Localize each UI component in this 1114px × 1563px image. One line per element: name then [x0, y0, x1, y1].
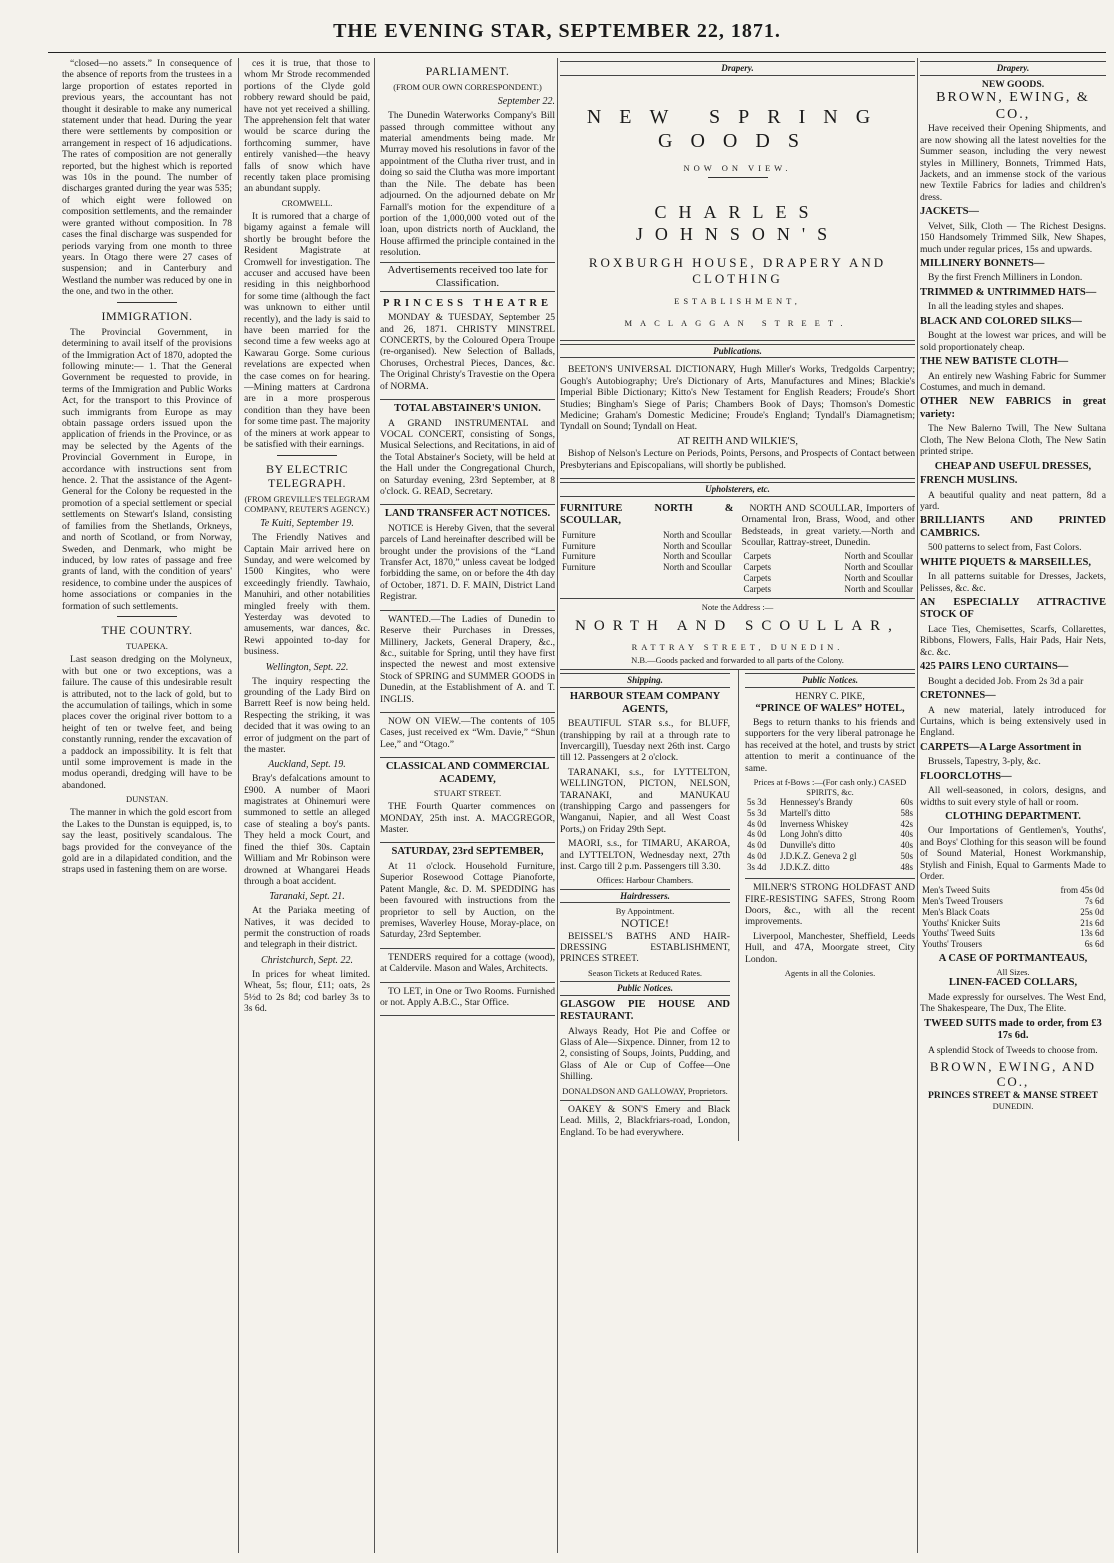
table-row [920, 939, 1106, 950]
table-row [745, 797, 915, 808]
ad-line: PRINCES STREET & MANSE STREET [928, 1089, 1098, 1101]
subheading: CROMWELL. [281, 197, 333, 208]
table-cell: Youths' Tweed Suits [922, 928, 995, 939]
dateline: Christchurch, Sept. 22. [260, 954, 354, 966]
table-cell: Carpets [743, 551, 771, 562]
table-row [920, 885, 1106, 896]
ad-text: In all patterns suitable for Dresses, Jackets, Pelisses, &c. &c. [920, 571, 1106, 594]
column-divider [557, 58, 558, 1553]
paragraph: Last season dredging on the Molyneux, with but one or two exceptions, was a failure. The cause of this undesirable result is attributed, not to the lack of gold, but to the accumulation of tailings, which in some places cover the original river bottom to a height of ten or twelve feet, and being constantly running, render the excavation of a paddock an impossibility. It is felt that until some improvement is made in the modus operandi, dredging will have to be abandoned. [62, 654, 232, 791]
advertisement [380, 611, 555, 713]
table-cell: Carpets [743, 562, 771, 573]
table-cell: 4s 0d [747, 840, 767, 851]
ad-line: Prices at f-Bows :—(For cash only.) CASED SPIRITS, &c. [753, 777, 907, 798]
ad-line: Offices: Harbour Chambers. [596, 875, 694, 886]
section-label: Hairdressers. [560, 889, 730, 904]
table-row [742, 562, 916, 573]
paragraph: The Dunedin Waterworks Company's Bill passed through committee without any material amendments being made. Mr Murray moved his resolutions in favor of the appointment of the Clutha river trust, and in doing so said the Clutha was more important than the Nile. The debate has been adjourned. On the adjourned debate on Mr Farnall's motion for the expenditure of a portion of the 1,000,000 voted out of the loan, upon districts north of Auckland, the House affirmed the principle contained in the resolution. [380, 110, 555, 259]
subheading: (FROM OUR OWN CORRESPONDENT.) [393, 82, 542, 93]
table-cell: 42s [900, 818, 913, 829]
ad-text: Bought at the lowest war prices, and will be sold proportionately cheap. [920, 330, 1106, 353]
ad-title: HARBOUR STEAM COMPANY AGENTS, [569, 691, 721, 715]
ad-title: FLOORCLOTHS— [920, 770, 1012, 782]
table-cell: 48s [900, 861, 913, 872]
ad-line: Note the Address :— [701, 602, 774, 613]
subheading: (FROM GREVILLE'S TELEGRAM COMPANY, REUTER'S AGENCY.) [244, 494, 370, 515]
dateline: Te Kuiti, September 19. [260, 518, 354, 530]
ad-title: CARPETS—A Large Assortment in [920, 741, 1082, 753]
table-cell: Hennessey's Brandy [779, 797, 853, 808]
table-row [920, 918, 1106, 929]
ad-title: “PRINCE OF WALES” HOTEL, [755, 702, 905, 714]
ad-text: Brussels, Tapestry, 3-ply, &c. [928, 756, 1041, 768]
table-row [920, 928, 1106, 939]
paragraph: It is rumored that a charge of bigamy against a female will shortly be brought before the Resident Magistrate at Cromwell for investigation. The accuser and accused have been residing in this neighborhood for some time (although the fact was unknown to either until recently), and the lady is said to have been married for the second time a few weeks ago at Kawarau Gorge. Some curious revelations are expected when the case comes on for hearing.—Mining matters at Cardrona are in a more prosperous condition than they have been for some time past. The majority of the miners at work appear to be satisfied with their earnings. [244, 210, 370, 451]
ad-line: All Sizes. [996, 967, 1030, 978]
ad-title: GLASGOW PIE HOUSE AND RESTAURANT. [560, 998, 730, 1023]
late-ads-heading: Advertisements received too late for Classification. [380, 262, 555, 292]
table-cell: Youths' Knicker Suits [922, 917, 1001, 928]
divider [708, 177, 768, 178]
ad-headline: NOTICE! [621, 916, 669, 931]
paragraph: The Friendly Natives and Captain Mair arrived here on Sunday, and were welcomed by 1500 Kingites, who were exceedingly friendly. Tawhaio, Manuhiri, and other notabilities mingled freely with them. Yesterday was devoted to amusements, war dances, &c. Rewi appointed to-day for business. [244, 532, 370, 658]
section-label: Upholsterers, etc. [560, 482, 915, 497]
ad-title: LINEN-FACED COLLARS, [948, 977, 1078, 989]
table-cell: Furniture [562, 551, 596, 562]
table-row [742, 584, 916, 595]
ad-text: NOW ON VIEW.—The contents of 105 Cases, just received ex “Wm. Davie,” “Shun Lee,” and “Otago.” [380, 715, 555, 750]
ad-line: RATTRAY STREET, DUNEDIN. [631, 642, 844, 653]
carpet-table [742, 551, 916, 594]
table-cell: 21s 6d [1080, 917, 1104, 928]
ad-headline: ROXBURGH HOUSE, DRAPERY AND CLOTHING [588, 255, 887, 286]
column-divider [238, 58, 239, 1553]
paragraph: The manner in which the gold escort from the Lakes to the Dunstan is equipped, is, to say the least, positively scandalous. The bags provided for the conveyance of the gold are in a dilapidated condition, and the straps used in fastening them on are worse. [62, 807, 232, 876]
dateline: Taranaki, Sept. 21. [269, 891, 345, 903]
section-heading: BY ELECTRIC TELEGRAPH. [265, 461, 349, 490]
ad-title: LAND TRANSFER ACT NOTICES. [384, 508, 551, 520]
table-cell: North and Scoullar [844, 572, 913, 583]
ad-headline: BROWN, EWING, AND CO., [929, 1058, 1097, 1090]
paragraph: The Provincial Government, in determining to avail itself of the provisions of the Immigration Act of 1870, adopted the following minute:— 1. That the General Government be requested to provide, in terms of the Immigration and Public Works Act, for the transport to this Province of such immigrants from Europe as may obtain passage orders issued upon the application of friends in the Province, or as may be selected by the Agents of the Provincial Government in Europe, in accordance with instructions sent from hence. 2. That the assistance of the Agent-General for the Colony be requested in the promotion of a special settlement or special settlements on Stewart's Island, consisting of families from the Shetlands, Orkneys, and north of Scotland, or from Norway, Sweden, and Denmark, who might be induced, by low rates of passage and free grants of land, with the condition of years' residence, to combine under the auspices of home associations or companies in the formation of such settlements. [62, 326, 232, 612]
advertisement [380, 295, 555, 400]
ad-title: BLACK AND COLORED SILKS— [920, 315, 1082, 327]
lower-ads [560, 670, 915, 1141]
ad-text: NOTICE is Hereby Given, that the several parcels of Land hereinafter described will be brought under the provisions of the “Land Transfer Act, 1870,” unless caveat be lodged forbidding the same, on or before the 4th day of October, 1871. D. F. MAIN, District Land Registrar. [380, 522, 555, 603]
ad-subtitle: STUART STREET. [433, 788, 502, 799]
ad-line: DUNEDIN. [992, 1101, 1034, 1112]
paragraph: At the Pariaka meeting of Natives, it was decided to permit the construction of roads and telegraph in their district. [244, 905, 370, 951]
ad-line: MACLAGGAN STREET. [624, 318, 851, 329]
ad-line: DONALDSON AND GALLOWAY, Proprietors. [562, 1085, 728, 1096]
ad-text: By the first French Milliners in London. [928, 272, 1083, 284]
advertisement [560, 598, 915, 670]
paragraph: “closed—no assets.” In consequence of the absence of reports from the trustees in a large proportion of estates reported in previous years, the accountant has not thought it desirable to make any numerical statement under that head. During the year there were settlements by composition or arrangement in respect of 16 adjudications. The rates of composition are not generally reported, but the highest which is reported was 10s in the pound. The number of discharges granted during the year was 535; of which eight were followed on composition settlements, and the remainder were granted without composition. In 78 cases the final discharge was suspended for periods varying from one month to three years. In Otago there were 27 cases of suspension; and in Canterbury and Westland the number was reduced by one in the one, and two in the other. [62, 58, 232, 298]
table-row [745, 862, 915, 873]
ad-text: Liverpool, Manchester, Sheffield, Leeds Hull, and 47A, Moorgate street, City London. [745, 930, 915, 965]
table-cell: North and Scoullar [663, 561, 732, 572]
table-cell: North and Scoullar [663, 529, 732, 540]
section-label: Public Notices. [560, 981, 730, 996]
lower-left [560, 670, 730, 1141]
ad-title: BRILLIANTS AND PRINTED CAMBRICS. [920, 515, 1106, 539]
ad-headline: CHARLES JOHNSON'S [635, 202, 840, 244]
ad-text: MONDAY & TUESDAY, September 25 and 26, 1871. CHRISTY MINSTREL CONCERTS, by the Coloured Opera Troupe (re-organised). New Selection of Ballads, Choruses, Orchestral Pieces, Dances, &c. The Original Christy's Travestie on the Opera of NORMA. [380, 312, 555, 392]
column-divider [374, 58, 375, 1553]
ad-text: Made expressly for ourselves. The West End, The Shakespeare, The Dux, The Elite. [920, 991, 1106, 1015]
ad-text: WANTED.—The Ladies of Dunedin to Reserve their Purchases in Dresses, Millinery, Jackets, General Drapery, &c., &c., suitable for Spring, until they have first inspected the newest and most extensive Stock of SPRING and SUMMER GOODS in Dunedin, at the Establishment of A. and T. INGLIS. [380, 613, 555, 705]
ad-title: 425 PAIRS LENO CURTAINS— [920, 661, 1069, 673]
ad-title: TRIMMED & UNTRIMMED HATS— [920, 286, 1097, 298]
table-cell: 6s 6d [1084, 938, 1104, 949]
table-cell: 58s [900, 808, 913, 818]
table-cell: Dunville's ditto [779, 840, 836, 851]
table-cell: Long John's ditto [779, 829, 842, 840]
ad-text: The New Balerno Twill, The New Sultana Cloth, The New Belona Cloth, The New Satin printed stripe. [920, 423, 1106, 458]
ad-text: Lace Ties, Chemisettes, Scarfs, Collarettes, Ribbons, Flowers, Falls, Hair Pads, Hair Nets, &c. &c. [920, 623, 1106, 658]
paragraph: In prices for wheat limited. Wheat, 5s; flour, £11; oats, 2s 5½d to 2s 8d; cod barley 3s to 3s 6d. [244, 968, 370, 1014]
table-row [920, 907, 1106, 918]
table-row [745, 819, 915, 830]
paragraph: Bray's defalcations amount to £900. A number of Maori magistrates at Ohinemuri were summoned to settle an alleged case of stealing a boy's pants. They held a mock Court, and fined the thief 30s. Captain William and Mr Robinson were drowned at Whangarei Heads through a boat accident. [244, 773, 370, 887]
paragraph: The inquiry respecting the grounding of the Lady Bird on Barrett Reef is now being held. Respecting the striking, it was decided that it was owing to an error of judgment on the part of the master. [244, 675, 370, 755]
upholsterers-left [560, 503, 734, 594]
ad-title: PRINCESS THEATRE [383, 297, 552, 309]
section-label: Shipping. [560, 673, 730, 688]
ad-text: Always Ready, Hot Pie and Coffee or Glass of Ale—Sixpence. Dinner, from 12 to 2, consisting of Soups, Joints, Pudding, and Glass of Ale or Cup of Coffee—One Shilling. [560, 1025, 730, 1083]
table-cell: 3s 4d [747, 861, 767, 872]
ad-text: Bought a decided Job. From 2s 3d a pair [928, 675, 1084, 687]
section-label: Public Notices. [745, 673, 915, 688]
table-cell: J.D.K.Z. ditto [779, 861, 830, 872]
column-4 [560, 58, 915, 1553]
ad-text: A new material, lately introduced for Curtains, which is being extensively used in England. [920, 704, 1106, 739]
table-cell: Carpets [743, 572, 771, 583]
ad-text: Our Importations of Gentlemen's, Youths', and Boys' Clothing for this season will be found of Sound Material, Honest Workmanship, Stylish and Finish, Equal to Garments Made to Order. [920, 825, 1106, 883]
table-cell: 13s 6d [1080, 928, 1104, 939]
ad-text: NORTH AND SCOULLAR, Importers of Ornamental Iron, Brass, Wood, and other Bedsteads, in great variety.—North and Scoullar, Rattray-street, Dunedin. [741, 502, 915, 549]
ad-line: Agents in all the Colonies. [784, 968, 876, 979]
upholsterers-ads [560, 500, 915, 594]
ad-text: A beautiful quality and neat pattern, 8d a yard. [920, 489, 1106, 512]
table-cell: 4s 0d [747, 850, 767, 861]
advertisement [380, 505, 555, 610]
ad-title: WHITE PIQUETS & MARSEILLES, [920, 556, 1091, 568]
advertisement [380, 949, 555, 983]
table-cell: Men's Tweed Suits [922, 885, 990, 896]
lower-right [738, 670, 915, 1141]
ad-text: MILNER'S STRONG HOLDFAST AND FIRE-RESISTING SAFES, Strong Room Doors, &c., with all the recent improvements. [745, 878, 915, 928]
column-2 [244, 58, 370, 1553]
ad-title: SATURDAY, 23rd SEPTEMBER, [391, 846, 544, 858]
dateline: September 22. [497, 96, 555, 108]
ad-title: TWEED SUITS made to order, from £3 17s 6d. [924, 1017, 1102, 1042]
ad-text: Begs to return thanks to his friends and supporters for the very liberal patronage he has received at the hotel, and trusts by strict attention to merit a continuance of the same. [745, 717, 915, 774]
table-cell: 4s 0d [747, 818, 767, 829]
furniture-table [560, 530, 734, 573]
ad-text: TENDERS required for a cottage (wood), at Caldervile. Mason and Wales, Architects. [380, 951, 555, 975]
ad-text: THE Fourth Quarter commences on MONDAY, 25th inst. A. MACGREGOR, Master. [380, 801, 555, 836]
ad-title: CHEAP AND USEFUL DRESSES, [934, 460, 1092, 472]
table-row [920, 896, 1106, 907]
ad-text: TO LET, in One or Two Rooms. Furnished or not. Apply A.B.C., Star Office. [380, 985, 555, 1008]
ad-text: All well-seasoned, in colors, designs, and widths to suit every style of hall or room. [920, 785, 1106, 808]
table-cell: 40s [900, 829, 913, 840]
divider [117, 302, 177, 303]
column-5 [920, 58, 1106, 1553]
table-cell: from 45s 0d [1060, 885, 1104, 896]
column-1 [62, 58, 232, 1553]
column-3 [380, 58, 555, 1553]
ad-text: A splendid Stock of Tweeds to choose from. [928, 1044, 1098, 1056]
table-row [745, 851, 915, 862]
table-row [560, 562, 734, 573]
ad-title: OTHER NEW FABRICS in great variety: [920, 396, 1106, 420]
table-row [560, 530, 734, 541]
ad-line: HENRY C. PIKE, [795, 691, 865, 703]
masthead-rule [48, 52, 1106, 53]
table-cell: 25s 0d [1080, 906, 1104, 917]
table-cell: Men's Black Coats [922, 906, 990, 917]
table-cell: Inverness Whiskey [779, 818, 849, 829]
section-label: Drapery. [920, 61, 1106, 76]
advertisement [380, 713, 555, 758]
ad-title: MILLINERY BONNETS— [920, 257, 1045, 269]
ad-text: Have received their Opening Shipments, and are now showing all the latest novelties for the Summer season, including the very newest styles in Millinery, Bonnets, Trimmed Hats, Jackets, and an immense stock of the various new Textile Fabrics for ladies and children's dress. [920, 123, 1106, 203]
table-cell: Furniture [562, 529, 596, 540]
ad-line: NEW GOODS. [981, 78, 1045, 90]
table-cell: 7s 6d [1084, 896, 1104, 907]
table-cell: 5s 3d [747, 808, 767, 818]
ad-title: JACKETS— [920, 206, 979, 218]
johnson-ad [560, 106, 915, 341]
ad-line: Season Tickets at Reduced Rates. [587, 967, 703, 978]
ad-headline: NEW SPRING GOODS [586, 105, 889, 152]
ad-title: AN ESPECIALLY ATTRACTIVE STOCK OF [920, 596, 1106, 621]
ad-headline: NORTH AND SCOULLAR, [575, 618, 900, 635]
table-cell: 50s [900, 850, 913, 861]
ad-text: TARANAKI, s.s., for LYTTELTON, WELLINGTON, PICTON, NELSON, TARANAKI, and MANUKAU (transhipping Cargo and passengers for Wanganui, Napier, and all West Coast Ports,) on Friday 29th Sept. [560, 766, 730, 835]
table-cell: 40s [900, 840, 913, 851]
subheading: DUNSTAN. [125, 794, 169, 805]
section-label: Publications. [560, 344, 915, 359]
spirits-price-table [745, 797, 915, 872]
table-cell: Martell's ditto [779, 808, 831, 818]
ad-line: N.B.—Goods packed and forwarded to all parts of the Colony. [631, 655, 844, 666]
advertisement [380, 843, 555, 948]
ad-text: Bishop of Nelson's Lecture on Periods, Points, Persons, and Prospects of Contact between Presbyterians and Episcopalians, will shortly be published. [560, 448, 915, 471]
table-cell: 60s [900, 797, 913, 808]
ad-title: TOTAL ABSTAINER'S UNION. [394, 403, 541, 415]
upholsterers-right [742, 503, 916, 594]
dateline: Auckland, Sept. 19. [268, 759, 346, 771]
ad-title: CLOTHING DEPARTMENT. [945, 810, 1081, 822]
advertisement [560, 361, 915, 479]
table-cell: Furniture [562, 540, 596, 551]
table-cell: North and Scoullar [663, 551, 732, 562]
ad-line: NOW ON VIEW. [683, 163, 792, 174]
ad-text: 500 patterns to select from, Fast Colors. [928, 542, 1082, 554]
ad-text: In all the leading styles and shapes. [928, 301, 1064, 313]
table-row [745, 840, 915, 851]
ad-text: BEETON'S UNIVERSAL DICTIONARY, Hugh Miller's Works, Tredgolds Carpentry; Gough's Autobiography; Ure's Dictionary of Arts, Manufactures and Mines; Blackie's Imperial Bible Dictionary; Kitto's New Testament for English Readers; Froude's Short Studies; Bingham's Siege of Paris; Chambers Book of Days; Thomson's Domestic Medicine; Graham's Domestic Medicine; Froude's England; Tyndall's Diamagnetism; Tyndall on Sound; Tyndall on Heat. [560, 364, 915, 433]
section-label: Drapery. [560, 61, 915, 76]
ad-text: A GRAND INSTRUMENTAL and VOCAL CONCERT, consisting of Songs, Musical Selections, and Recitations, in aid of the Total Abstainer's Society, will be held at the Hall under the Congregational Church, on Saturday evening, 23rd September, at 8 o'clock. G. READ, Secretary. [380, 417, 555, 497]
table-cell: North and Scoullar [844, 583, 913, 594]
table-cell: J.D.K.Z. Geneva 2 gl [779, 850, 857, 861]
table-cell: North and Scoullar [844, 551, 913, 562]
ad-line: AT REITH AND WILKIE'S, [676, 435, 799, 447]
table-cell: Youths' Trousers [922, 938, 982, 949]
advertisement [380, 758, 555, 843]
ad-text: At 11 o'clock. Household Furniture, Superior Rosewood Cottage Pianoforte, Patent Mangle, &c. D. M. SPEDDING has been favoured with instructions from the proprietor to sell by Auction, on the premises, Waverley House, Moray-place, on Saturday, 23rd September. [380, 860, 555, 941]
table-cell: Carpets [743, 583, 771, 594]
clothing-price-table [920, 885, 1106, 949]
ad-text: BEISSEL'S BATHS AND HAIR-DRESSING ESTABLISHMENT, PRINCES STREET. [560, 930, 730, 965]
table-cell: 4s 0d [747, 829, 767, 840]
table-cell: North and Scoullar [844, 562, 913, 573]
section-heading: PARLIAMENT. [425, 64, 510, 78]
masthead: THE EVENING STAR, SEPTEMBER 22, 1871. [333, 20, 781, 42]
ad-line: By Appointment. [615, 906, 675, 917]
ad-title: FURNITURE NORTH & SCOULLAR, [560, 502, 734, 527]
ad-text: Velvet, Silk, Cloth — The Richest Designs. 150 Handsomely Trimmed Silk, New Shapes, much under regular prices, 15s and upwards. [920, 220, 1106, 255]
table-row [560, 541, 734, 552]
divider [277, 455, 337, 456]
dateline: Wellington, Sept. 22. [265, 661, 349, 673]
advertisement [380, 983, 555, 1017]
ad-text: OAKEY & SON'S Emery and Black Lead. Mills, 2, Blackfriars-road, London, England. To be had everywhere. [560, 1100, 730, 1138]
ad-text: An entirely new Washing Fabric for Summer Costumes, and much in demand. [920, 370, 1106, 393]
subheading: TUAPEKA. [126, 641, 168, 652]
ad-title: CRETONNES— [920, 690, 996, 702]
table-row [560, 551, 734, 562]
advertisement [380, 400, 555, 505]
ad-title: A CASE OF PORTMANTEAUS, [938, 952, 1088, 964]
ad-title: FRENCH MUSLINS. [920, 475, 1018, 487]
ad-title: THE NEW BATISTE CLOTH— [920, 356, 1069, 368]
table-cell: North and Scoullar [663, 540, 732, 551]
paragraph: ces it is true, that those to whom Mr Strode recommended portions of the Clyde gold robbery reward should be paid, have not yet received a shilling. The apprehension felt that water would be scarce during the forthcoming summer, have entirely vanished—the heavy falls of snow which have recently taken place promising an abundant supply. [244, 58, 370, 195]
ad-line: ESTABLISHMENT, [674, 296, 801, 307]
table-row [745, 829, 915, 840]
table-cell: 5s 3d [747, 797, 767, 808]
ad-title: CLASSICAL AND COMMERCIAL ACADEMY, [385, 761, 550, 785]
ad-text: BEAUTIFUL STAR s.s., for BLUFF, (transhipping by rail at a through rate to Invercargill), Tuesday next 26th inst. Cargo till 12. Passengers at 2 o'clock. [560, 718, 730, 764]
table-row [742, 573, 916, 584]
ad-headline: BROWN, EWING, & CO., [936, 90, 1090, 122]
column-divider [917, 58, 918, 1553]
section-heading: IMMIGRATION. [101, 308, 193, 323]
table-row [745, 808, 915, 819]
table-row [742, 551, 916, 562]
section-heading: THE COUNTRY. [101, 622, 193, 637]
table-cell: Furniture [562, 561, 596, 572]
ad-text: MAORI, s.s., for TIMARU, AKAROA, and LYTTELTON, Wednesday next, 27th inst. Cargo till 2 p.m. Passengers till 3.30. [560, 838, 730, 872]
divider [117, 616, 177, 617]
table-cell: Men's Tweed Trousers [922, 896, 1003, 907]
